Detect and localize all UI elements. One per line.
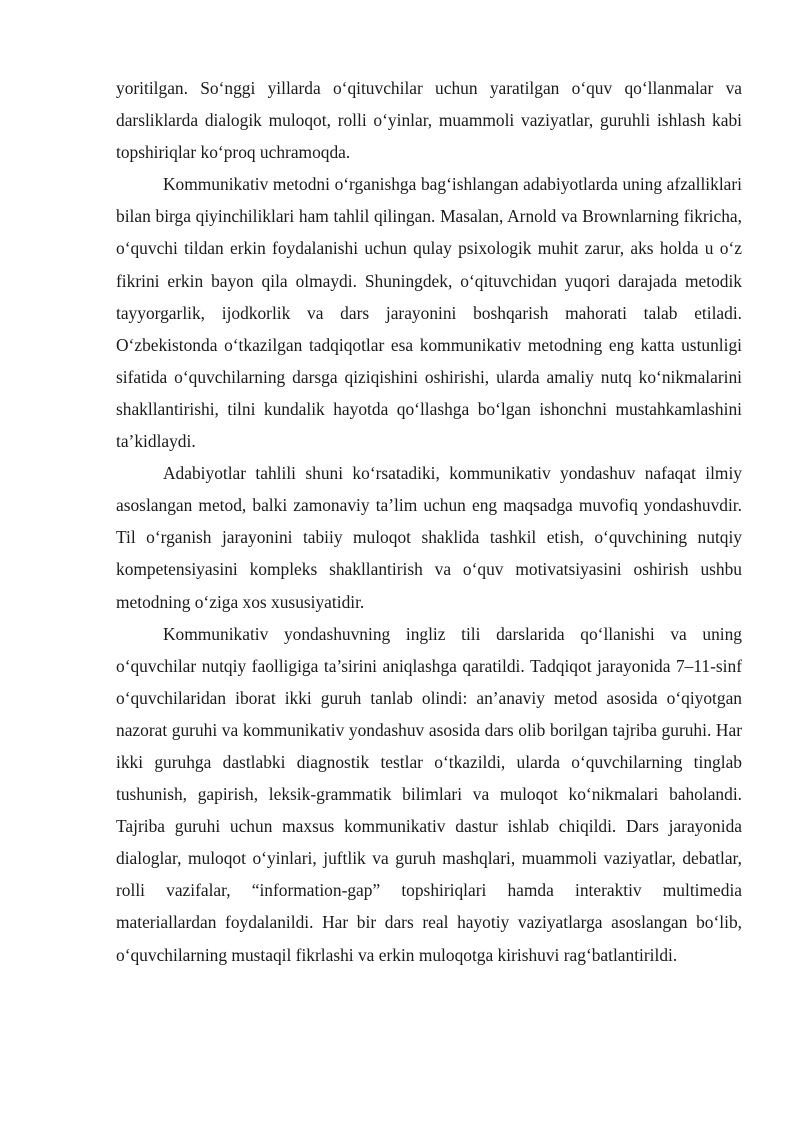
paragraph-3: Adabiyotlar tahlili shuni ko‘rsatadiki, kommunikativ yondashuv nafaqat ilmiy asoslangan metod, balki zamonaviy ta’lim uchun eng maqsadga muvofiq yondashuvdir. Til o‘rganish jarayonini tabiiy muloqot shaklida tashkil etish, o‘quvchining nutqiy kompetensiyasini kompleks shakllantirish va o‘quv motivatsiyasini oshirish ushbu metodning o‘ziga xos xususiyatidir.: [116, 463, 742, 612]
paragraph-2: Kommunikativ metodni o‘rganishga bag‘ishlangan adabiyotlarda uning afzalliklari bilan birga qiyinchiliklari ham tahlil qilingan. Masalan, Arnold va Brownlarning fikricha, o‘quvchi tildan erkin foydalanishi uchun qulay psixologik muhit zarur, aks holda u o‘z fikrini erkin bayon qila olmaydi. Shuningdek, o‘qituvchidan yuqori darajada metodik tayyorgarlik, ijodkorlik va dars jarayonini boshqarish mahorati talab etiladi. O‘zbekistonda o‘tkazilgan tadqiqotlar esa kommunikativ metodning eng katta ustunligi sifatida o‘quvchilarning darsga qiziqishini oshirishi, ularda amaliy nutq ko‘nikmalarini shakllantirishi, tilni kundalik hayotda qo‘llashga bo‘lgan ishonchni mustahkamlashini ta’kidlaydi.: [116, 174, 742, 452]
paragraph-4: Kommunikativ yondashuvning ingliz tili darslarida qo‘llanishi va uning o‘quvchilar nutqiy faolligiga ta’sirini aniqlashga qaratildi. Tadqiqot jarayonida 7–11-sinf o‘quvchilaridan iborat ikki guruh tanlab olindi: an’anaviy metod asosida o‘qiyotgan nazorat guruhi va kommunikativ yondashuv asosida dars olib borilgan tajriba guruhi. Har ikki guruhga dastlabki diagnostik testlar o‘tkazildi, ularda o‘quvchilarning tinglab tushunish, gapirish, leksik-grammatik bilimlari va muloqot ko‘nikmalari baholandi. Tajriba guruhi uchun maxsus kommunikativ dastur ishlab chiqildi. Dars jarayonida dialoglar, muloqot o‘yinlari, juftlik va guruh mashqlari, muammoli vaziyatlar, debatlar, rolli vazifalar, “information-gap” topshiriqlari hamda interaktiv multimedia materiallardan foydalanildi. Har bir dars real hayotiy vaziyatlarga asoslangan bo‘lib, o‘quvchilarning mustaqil fikrlashi va erkin muloqotga kirishuvi rag‘batlantirildi.: [116, 623, 742, 965]
document-page: [116, 72, 742, 971]
paragraph-1: yoritilgan. So‘nggi yillarda o‘qituvchilar uchun yaratilgan o‘quv qo‘llanmalar va darsliklarda dialogik muloqot, rolli o‘yinlar, muammoli vaziyatlar, guruhli ishlash kabi topshiriqlar ko‘proq uchramoqda.: [116, 78, 742, 163]
